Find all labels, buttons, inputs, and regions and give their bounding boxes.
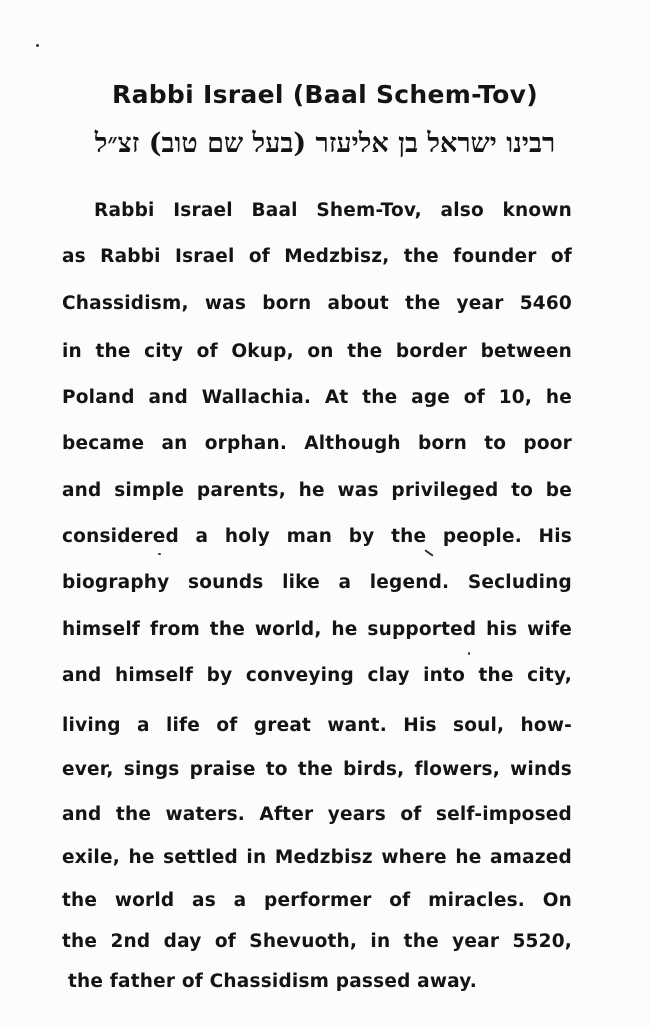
- body-line: biography sounds like a legend. Secluding: [62, 572, 572, 593]
- hebrew-title: רבינו ישראל בן אליעזר (בעל שם טוב) זצ״ל: [94, 128, 556, 159]
- body-line: Poland and Wallachia. At the age of 10, he: [62, 387, 572, 408]
- body-line: considered a holy man by the people. His: [62, 526, 572, 547]
- body-line: and himself by conveying clay into the city,: [62, 665, 572, 686]
- print-speck: [424, 549, 433, 556]
- page-title: Rabbi Israel (Baal Schem-Tov): [112, 80, 538, 109]
- body-line: ever, sings praise to the birds, flowers, winds: [62, 759, 572, 780]
- body-line: himself from the world, he supported his wife: [62, 619, 572, 640]
- body-line: and the waters. After years of self-imposed: [62, 804, 572, 825]
- body-line: the father of Chassidism passed away.: [68, 971, 478, 992]
- body-line: and simple parents, he was privileged to be: [62, 480, 572, 501]
- body-line: the 2nd day of Shevuoth, in the year 5520,: [62, 931, 572, 952]
- body-line: Rabbi Israel Baal Shem-Tov, also known: [94, 200, 572, 221]
- print-speck: [468, 652, 470, 655]
- body-line: the world as a performer of miracles. On: [62, 890, 572, 911]
- body-line: Chassidism, was born about the year 5460: [62, 293, 572, 314]
- body-line: as Rabbi Israel of Medzbisz, the founder of: [62, 246, 572, 267]
- print-speck: [158, 553, 161, 555]
- body-line: living a life of great want. His soul, how-: [62, 715, 572, 736]
- print-speck: [36, 44, 39, 47]
- body-line: exile, he settled in Medzbisz where he amazed: [62, 847, 572, 868]
- body-line: became an orphan. Although born to poor: [62, 433, 572, 454]
- body-line: in the city of Okup, on the border between: [62, 341, 572, 362]
